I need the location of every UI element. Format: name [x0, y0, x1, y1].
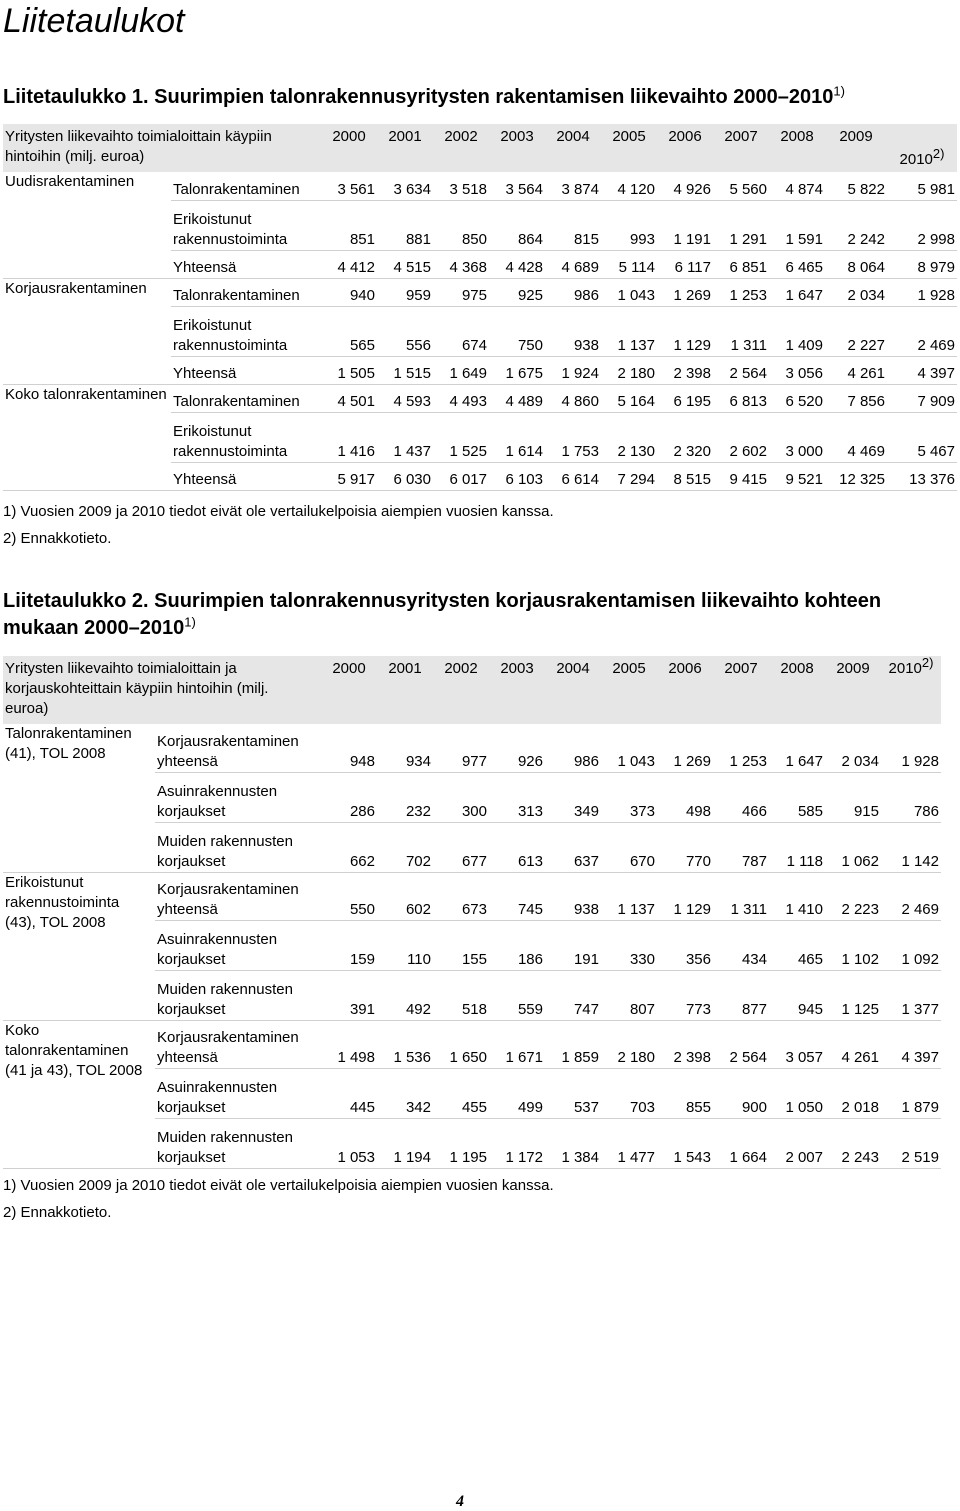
- table2-row-label: Muiden rakennusten korjaukset: [155, 822, 321, 872]
- value-cell-2001: 1 437: [377, 412, 433, 462]
- value-cell-2009: 2 034: [825, 724, 881, 772]
- value-cell-2001: 492: [377, 970, 433, 1020]
- value-cell-2002: 155: [433, 920, 489, 970]
- value-cell-2003: 613: [489, 822, 545, 872]
- table2-row-label: Korjausrakentaminen yhteensä: [155, 1020, 321, 1068]
- table2-row-label: Muiden rakennusten korjaukset: [155, 1118, 321, 1168]
- value-cell-2001: 4 515: [377, 250, 433, 278]
- value-cell-2008: 1 410: [769, 872, 825, 920]
- value-cell-2010: 1 928: [887, 278, 957, 306]
- table1-year-2004: 2004: [545, 124, 601, 172]
- table2-footnote-1: 1) Vuosien 2009 ja 2010 tiedot eivät ole vertailukelpoisia aiempien vuosien kanssa.: [3, 1177, 554, 1194]
- table2-year-2001: 2001: [377, 656, 433, 724]
- table2-year-2005: 2005: [601, 656, 657, 724]
- value-cell-2004: 747: [545, 970, 601, 1020]
- table2-group-label: Erikoistunut rakennustoiminta (43), TOL 2008: [3, 872, 155, 1020]
- table2-row: [3, 1020, 941, 1068]
- table1-row-label: Yhteensä: [171, 462, 321, 490]
- table1-row: [3, 384, 957, 412]
- value-cell-2007: 9 415: [713, 462, 769, 490]
- value-cell-2010: 2 998: [887, 200, 957, 250]
- value-cell-2005: 993: [601, 200, 657, 250]
- table1-header-label: Yritysten liikevaihto toimialoittain käypiin hintoihin (milj. euroa): [3, 124, 321, 172]
- value-cell-2003: 313: [489, 772, 545, 822]
- table1-year-2008: 2008: [769, 124, 825, 172]
- value-cell-2002: 677: [433, 822, 489, 872]
- table2-header-label: [3, 656, 321, 724]
- table2-year-2008: 2008: [769, 656, 825, 724]
- value-cell-2008: 1 647: [769, 724, 825, 772]
- table2-year-2010: [881, 656, 941, 724]
- value-cell-2002: 1 195: [433, 1118, 489, 1168]
- table1-year-2009: 2009: [825, 124, 887, 172]
- value-cell-2000: 948: [321, 724, 377, 772]
- value-cell-2008: 945: [769, 970, 825, 1020]
- value-cell-2010: 2 519: [881, 1118, 941, 1168]
- value-cell-2009: 1 102: [825, 920, 881, 970]
- value-cell-2005: 1 137: [601, 872, 657, 920]
- value-cell-2002: 6 017: [433, 462, 489, 490]
- value-cell-2003: 3 564: [489, 172, 545, 200]
- value-cell-2005: 703: [601, 1068, 657, 1118]
- value-cell-2004: 4 860: [545, 384, 601, 412]
- table1-header-row: [3, 124, 957, 172]
- value-cell-2001: 232: [377, 772, 433, 822]
- table1-year-2006: 2006: [657, 124, 713, 172]
- value-cell-2001: 1 515: [377, 356, 433, 384]
- value-cell-2004: 349: [545, 772, 601, 822]
- value-cell-2003: 4 428: [489, 250, 545, 278]
- value-cell-2007: 6 851: [713, 250, 769, 278]
- value-cell-2007: 5 560: [713, 172, 769, 200]
- table1-year-2003: 2003: [489, 124, 545, 172]
- value-cell-2008: 585: [769, 772, 825, 822]
- value-cell-2005: 807: [601, 970, 657, 1020]
- value-cell-2010: 5 981: [887, 172, 957, 200]
- value-cell-2003: 925: [489, 278, 545, 306]
- value-cell-2004: 637: [545, 822, 601, 872]
- value-cell-2009: 1 062: [825, 822, 881, 872]
- table2-year-2006: 2006: [657, 656, 713, 724]
- value-cell-2009: 4 261: [825, 356, 887, 384]
- value-cell-2009: 2 018: [825, 1068, 881, 1118]
- value-cell-2007: 877: [713, 970, 769, 1020]
- value-cell-2007: 2 564: [713, 356, 769, 384]
- value-cell-2010: 4 397: [887, 356, 957, 384]
- value-cell-2003: 1 614: [489, 412, 545, 462]
- value-cell-2009: 8 064: [825, 250, 887, 278]
- value-cell-2002: 3 518: [433, 172, 489, 200]
- value-cell-2000: 391: [321, 970, 377, 1020]
- value-cell-2001: 4 593: [377, 384, 433, 412]
- value-cell-2001: 881: [377, 200, 433, 250]
- table1-year-2010: [887, 124, 957, 172]
- value-cell-2005: 2 180: [601, 1020, 657, 1068]
- value-cell-2003: 1 172: [489, 1118, 545, 1168]
- table2-group-label: Koko talonrakentaminen (41 ja 43), TOL 2008: [3, 1020, 155, 1168]
- value-cell-2006: 773: [657, 970, 713, 1020]
- table2-title-prefix: Liitetaulukko 2.: [3, 590, 149, 612]
- table2-year-2003: 2003: [489, 656, 545, 724]
- value-cell-2006: 1 543: [657, 1118, 713, 1168]
- value-cell-2004: 938: [545, 872, 601, 920]
- value-cell-2006: 498: [657, 772, 713, 822]
- value-cell-2000: 565: [321, 306, 377, 356]
- table2-title-line2: mukaan 2000–2010: [3, 617, 185, 639]
- value-cell-2003: 186: [489, 920, 545, 970]
- value-cell-2002: 300: [433, 772, 489, 822]
- value-cell-2000: 851: [321, 200, 377, 250]
- value-cell-2009: 2 034: [825, 278, 887, 306]
- value-cell-2003: 864: [489, 200, 545, 250]
- table2-footnote-2: 2) Ennakkotieto.: [3, 1204, 112, 1221]
- table2-header-row: [3, 656, 941, 724]
- value-cell-2007: 434: [713, 920, 769, 970]
- value-cell-2005: 5 164: [601, 384, 657, 412]
- value-cell-2009: 5 822: [825, 172, 887, 200]
- value-cell-2008: 3 057: [769, 1020, 825, 1068]
- value-cell-2006: 770: [657, 822, 713, 872]
- value-cell-2005: 330: [601, 920, 657, 970]
- value-cell-2009: 7 856: [825, 384, 887, 412]
- value-cell-2007: 787: [713, 822, 769, 872]
- value-cell-2008: 1 591: [769, 200, 825, 250]
- value-cell-2004: 1 753: [545, 412, 601, 462]
- value-cell-2001: 602: [377, 872, 433, 920]
- table1-footnote-2: 2) Ennakkotieto.: [3, 530, 112, 547]
- value-cell-2009: 2 242: [825, 200, 887, 250]
- value-cell-2000: 286: [321, 772, 377, 822]
- table1-row-label: Erikoistunut rakennustoiminta: [171, 200, 321, 250]
- table2-year-2004: 2004: [545, 656, 601, 724]
- value-cell-2000: 662: [321, 822, 377, 872]
- table2-row: [3, 872, 941, 920]
- value-cell-2001: 959: [377, 278, 433, 306]
- value-cell-2007: 2 564: [713, 1020, 769, 1068]
- value-cell-2008: 1 409: [769, 306, 825, 356]
- value-cell-2010: 1 377: [881, 970, 941, 1020]
- value-cell-2003: 1 675: [489, 356, 545, 384]
- table1-group-label: Koko talonrakentaminen: [3, 384, 171, 490]
- value-cell-2000: 550: [321, 872, 377, 920]
- value-cell-2004: 938: [545, 306, 601, 356]
- value-cell-2006: 6 117: [657, 250, 713, 278]
- value-cell-2004: 986: [545, 278, 601, 306]
- table2-row-label: Asuinrakennusten korjaukset: [155, 1068, 321, 1118]
- table2-year-2000: 2000: [321, 656, 377, 724]
- value-cell-2008: 1 118: [769, 822, 825, 872]
- value-cell-2004: 191: [545, 920, 601, 970]
- table2-year-2002: 2002: [433, 656, 489, 724]
- value-cell-2007: 2 602: [713, 412, 769, 462]
- table2-title-line1: Suurimpien talonrakennusyritysten korjausrakentamisen liikevaihto kohteen: [154, 590, 882, 612]
- value-cell-2005: 2 180: [601, 356, 657, 384]
- value-cell-2005: 5 114: [601, 250, 657, 278]
- value-cell-2002: 4 368: [433, 250, 489, 278]
- value-cell-2002: 1 525: [433, 412, 489, 462]
- value-cell-2000: 4 412: [321, 250, 377, 278]
- table2-year-2007: 2007: [713, 656, 769, 724]
- value-cell-2000: 1 498: [321, 1020, 377, 1068]
- value-cell-2010: 8 979: [887, 250, 957, 278]
- table1-title-footnote-ref: 1): [833, 83, 845, 99]
- value-cell-2010: 1 092: [881, 920, 941, 970]
- table1-title: [3, 84, 845, 111]
- value-cell-2007: 1 253: [713, 278, 769, 306]
- value-cell-2006: 1 269: [657, 278, 713, 306]
- table1-row-label: Talonrakentaminen: [171, 384, 321, 412]
- table2-group-label: Talonrakentaminen (41), TOL 2008: [3, 724, 155, 872]
- value-cell-2004: 537: [545, 1068, 601, 1118]
- value-cell-2002: 673: [433, 872, 489, 920]
- table1-title-text: Suurimpien talonrakennusyritysten rakentamisen liikevaihto 2000–2010: [154, 86, 834, 108]
- value-cell-2006: 2 320: [657, 412, 713, 462]
- value-cell-2010: 1 928: [881, 724, 941, 772]
- value-cell-2008: 1 647: [769, 278, 825, 306]
- table2: [3, 656, 941, 1169]
- table1-row: [3, 172, 957, 200]
- table2-header-label-text: Yritysten liikevaihto toimialoittain ja korjauskohteittain käypiin hintoihin (milj. euroa): [5, 660, 269, 717]
- value-cell-2003: 499: [489, 1068, 545, 1118]
- value-cell-2010: 13 376: [887, 462, 957, 490]
- value-cell-2010: 1 142: [881, 822, 941, 872]
- value-cell-2009: 915: [825, 772, 881, 822]
- value-cell-2001: 934: [377, 724, 433, 772]
- value-cell-2005: 1 043: [601, 278, 657, 306]
- table1-group-label: Uudisrakentaminen: [3, 172, 171, 278]
- table1-row-label: Erikoistunut rakennustoiminta: [171, 306, 321, 356]
- value-cell-2003: 926: [489, 724, 545, 772]
- value-cell-2000: 1 053: [321, 1118, 377, 1168]
- table2-body: [3, 724, 941, 1168]
- value-cell-2008: 1 050: [769, 1068, 825, 1118]
- table2-year-2010-footnote-ref: 2): [921, 655, 934, 670]
- value-cell-2001: 110: [377, 920, 433, 970]
- value-cell-2008: 6 465: [769, 250, 825, 278]
- value-cell-2008: 2 007: [769, 1118, 825, 1168]
- table2-title-footnote-ref: 1): [184, 614, 196, 630]
- value-cell-2010: 5 467: [887, 412, 957, 462]
- value-cell-2001: 702: [377, 822, 433, 872]
- value-cell-2010: 786: [881, 772, 941, 822]
- value-cell-2001: 6 030: [377, 462, 433, 490]
- value-cell-2005: 2 130: [601, 412, 657, 462]
- value-cell-2001: 556: [377, 306, 433, 356]
- table2-row-label: Muiden rakennusten korjaukset: [155, 970, 321, 1020]
- table1-year-2001: 2001: [377, 124, 433, 172]
- value-cell-2002: 455: [433, 1068, 489, 1118]
- value-cell-2005: 670: [601, 822, 657, 872]
- value-cell-2008: 3 056: [769, 356, 825, 384]
- value-cell-2005: 4 120: [601, 172, 657, 200]
- value-cell-2005: 7 294: [601, 462, 657, 490]
- value-cell-2004: 4 689: [545, 250, 601, 278]
- value-cell-2002: 1 650: [433, 1020, 489, 1068]
- value-cell-2005: 1 043: [601, 724, 657, 772]
- value-cell-2004: 1 384: [545, 1118, 601, 1168]
- value-cell-2002: 850: [433, 200, 489, 250]
- table1-row-label: Talonrakentaminen: [171, 278, 321, 306]
- value-cell-2001: 1 536: [377, 1020, 433, 1068]
- value-cell-2007: 1 311: [713, 872, 769, 920]
- value-cell-2002: 4 493: [433, 384, 489, 412]
- table2-row-label: Korjausrakentaminen yhteensä: [155, 872, 321, 920]
- value-cell-2009: 2 227: [825, 306, 887, 356]
- table1-footnote-1: 1) Vuosien 2009 ja 2010 tiedot eivät ole vertailukelpoisia aiempien vuosien kanssa.: [3, 503, 554, 520]
- table1-year-2000: 2000: [321, 124, 377, 172]
- value-cell-2002: 518: [433, 970, 489, 1020]
- table1-group-label: Korjausrakentaminen: [3, 278, 171, 384]
- table1-row: [3, 278, 957, 306]
- value-cell-2000: 445: [321, 1068, 377, 1118]
- value-cell-2003: 745: [489, 872, 545, 920]
- value-cell-2007: 1 664: [713, 1118, 769, 1168]
- table1-year-2010-label: 2010: [899, 151, 933, 168]
- value-cell-2007: 1 253: [713, 724, 769, 772]
- value-cell-2006: 6 195: [657, 384, 713, 412]
- value-cell-2009: 4 469: [825, 412, 887, 462]
- value-cell-2001: 342: [377, 1068, 433, 1118]
- value-cell-2002: 975: [433, 278, 489, 306]
- value-cell-2006: 855: [657, 1068, 713, 1118]
- table2-row-label: Asuinrakennusten korjaukset: [155, 920, 321, 970]
- value-cell-2007: 1 291: [713, 200, 769, 250]
- value-cell-2006: 1 269: [657, 724, 713, 772]
- value-cell-2004: 6 614: [545, 462, 601, 490]
- value-cell-2006: 356: [657, 920, 713, 970]
- value-cell-2006: 1 129: [657, 306, 713, 356]
- value-cell-2006: 2 398: [657, 1020, 713, 1068]
- value-cell-2009: 2 223: [825, 872, 881, 920]
- table1-row-label: Yhteensä: [171, 356, 321, 384]
- table1-title-prefix: Liitetaulukko 1.: [3, 86, 149, 108]
- table2-row: [3, 724, 941, 772]
- value-cell-2000: 1 416: [321, 412, 377, 462]
- value-cell-2001: 3 634: [377, 172, 433, 200]
- value-cell-2008: 3 000: [769, 412, 825, 462]
- value-cell-2000: 159: [321, 920, 377, 970]
- table1-body: [3, 172, 957, 490]
- value-cell-2008: 6 520: [769, 384, 825, 412]
- value-cell-2004: 1 924: [545, 356, 601, 384]
- value-cell-2003: 559: [489, 970, 545, 1020]
- value-cell-2004: 986: [545, 724, 601, 772]
- table1-year-2010-footnote-ref: 2): [932, 146, 945, 161]
- table2-title: [3, 588, 881, 642]
- value-cell-2004: 3 874: [545, 172, 601, 200]
- value-cell-2007: 900: [713, 1068, 769, 1118]
- value-cell-2000: 4 501: [321, 384, 377, 412]
- value-cell-2009: 1 125: [825, 970, 881, 1020]
- value-cell-2000: 1 505: [321, 356, 377, 384]
- value-cell-2005: 373: [601, 772, 657, 822]
- value-cell-2007: 6 813: [713, 384, 769, 412]
- value-cell-2006: 2 398: [657, 356, 713, 384]
- value-cell-2009: 4 261: [825, 1020, 881, 1068]
- value-cell-2003: 4 489: [489, 384, 545, 412]
- value-cell-2005: 1 477: [601, 1118, 657, 1168]
- value-cell-2003: 750: [489, 306, 545, 356]
- table1-year-2002: 2002: [433, 124, 489, 172]
- value-cell-2000: 5 917: [321, 462, 377, 490]
- value-cell-2004: 815: [545, 200, 601, 250]
- table2-year-2010-label: 2010: [888, 660, 922, 677]
- table1-row-label: Yhteensä: [171, 250, 321, 278]
- value-cell-2003: 1 671: [489, 1020, 545, 1068]
- table2-row-label: Korjausrakentaminen yhteensä: [155, 724, 321, 772]
- table1-year-2005: 2005: [601, 124, 657, 172]
- value-cell-2009: 12 325: [825, 462, 887, 490]
- table1: [3, 124, 957, 491]
- value-cell-2003: 6 103: [489, 462, 545, 490]
- value-cell-2006: 4 926: [657, 172, 713, 200]
- value-cell-2006: 1 191: [657, 200, 713, 250]
- table2-row-label: Asuinrakennusten korjaukset: [155, 772, 321, 822]
- value-cell-2010: 2 469: [881, 872, 941, 920]
- value-cell-2008: 9 521: [769, 462, 825, 490]
- value-cell-2010: 1 879: [881, 1068, 941, 1118]
- value-cell-2010: 4 397: [881, 1020, 941, 1068]
- value-cell-2007: 466: [713, 772, 769, 822]
- value-cell-2000: 940: [321, 278, 377, 306]
- page-title: Liitetaulukot: [3, 2, 185, 40]
- value-cell-2005: 1 137: [601, 306, 657, 356]
- value-cell-2002: 1 649: [433, 356, 489, 384]
- value-cell-2002: 977: [433, 724, 489, 772]
- value-cell-2008: 465: [769, 920, 825, 970]
- value-cell-2000: 3 561: [321, 172, 377, 200]
- value-cell-2006: 8 515: [657, 462, 713, 490]
- table1-row-label: Talonrakentaminen: [171, 172, 321, 200]
- value-cell-2001: 1 194: [377, 1118, 433, 1168]
- table2-year-2009: 2009: [825, 656, 881, 724]
- value-cell-2010: 7 909: [887, 384, 957, 412]
- table1-row-label: Erikoistunut rakennustoiminta: [171, 412, 321, 462]
- value-cell-2007: 1 311: [713, 306, 769, 356]
- value-cell-2010: 2 469: [887, 306, 957, 356]
- value-cell-2004: 1 859: [545, 1020, 601, 1068]
- value-cell-2008: 4 874: [769, 172, 825, 200]
- table1-year-2007: 2007: [713, 124, 769, 172]
- value-cell-2002: 674: [433, 306, 489, 356]
- page-number: 4: [456, 1493, 464, 1510]
- value-cell-2009: 2 243: [825, 1118, 881, 1168]
- value-cell-2006: 1 129: [657, 872, 713, 920]
